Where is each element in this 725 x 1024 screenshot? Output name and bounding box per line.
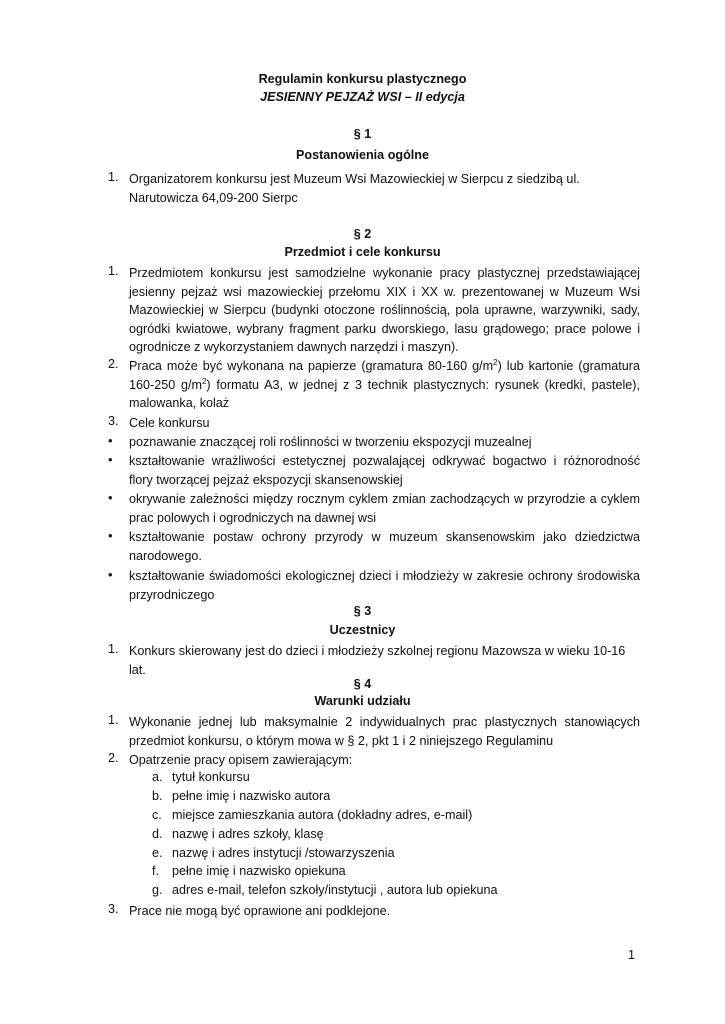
item-number: 2. — [108, 357, 119, 371]
bullet-icon: • — [108, 452, 113, 467]
item-text: Prace nie mogą być oprawione ani podklejone. — [129, 904, 391, 918]
subitem-letter: g. — [152, 883, 163, 897]
section-2-mark: § 2 — [353, 227, 372, 241]
item-text: Cele konkursu — [129, 416, 210, 430]
section-3-mark: § 3 — [353, 604, 372, 618]
goal-text: poznawanie znaczącej roli roślinności w tworzeniu ekspozycji muzealnej — [129, 435, 532, 449]
subitem-letter: a. — [152, 770, 163, 784]
section-3-heading: Uczestnicy — [329, 623, 396, 637]
item-number: 1. — [108, 170, 119, 184]
goal-text: kształtowanie wrażliwości estetycznej pozwalającej odkrywać bogactwo i różnorodność flory tworzącej pejzaż ekspozycji skansenowskiej — [129, 454, 640, 487]
item-text: Praca może być wykonana na papierze (gramatura 80-160 $g/m^2$) lub kartonie (gramatura 160-250 $g/m^2$) formatu A3, w jednej z 3 technik plastycznych: rysunek (kredki, pastele), malowanka, kolaż — [129, 358, 640, 411]
subitem-letter: c. — [152, 808, 162, 822]
subitem-text: adres e-mail, telefon szkoły/instytucji , autora lub opiekuna — [172, 883, 498, 897]
document-title: Regulamin konkursu plastycznego — [258, 72, 467, 86]
bullet-icon: • — [108, 528, 113, 543]
item-text: Organizatorem konkursu jest Muzeum Wsi Mazowieckiej w Sierpcu z siedzibą ul. Narutowicza 64,09-200 Sierpc — [129, 172, 580, 205]
goal-text: kształtowanie postaw ochrony przyrody w muzeum skansenowskim jako dziedzictwa narodowego. — [129, 530, 640, 563]
section-1-heading: Postanowienia ogólne — [296, 148, 429, 162]
subitem-text: nazwę i adres instytucji /stowarzyszenia — [172, 846, 395, 860]
item-number: 1. — [108, 713, 119, 727]
item-number: 1. — [108, 264, 119, 278]
item-number: 3. — [108, 414, 119, 428]
section-2-heading: Przedmiot i cele konkursu — [284, 245, 441, 259]
item-number: 2. — [108, 751, 119, 765]
bullet-icon: • — [108, 567, 113, 582]
goal-text: kształtowanie świadomości ekologicznej dzieci i młodzieży w zakresie ochrony środowiska przyrodniczego — [129, 569, 640, 602]
item-number: 1. — [108, 642, 119, 656]
item-text: Konkurs skierowany jest do dzieci i młodzieży szkolnej regionu Mazowsza w wieku 10-16 lat. — [129, 644, 626, 677]
subitem-letter: b. — [152, 789, 163, 803]
document-subtitle: JESIENNY PEJZAŻ WSI – II edycja — [260, 90, 465, 104]
page-number: 1 — [628, 948, 636, 962]
subitem-letter: f. — [152, 864, 159, 878]
bullet-icon: • — [108, 433, 113, 448]
subitem-text: pełne imię i nazwisko autora — [172, 789, 331, 803]
subitem-text: miejsce zamieszkania autora (dokładny adres, e-mail) — [172, 808, 473, 822]
bullet-icon: • — [108, 490, 113, 505]
item-text: Opatrzenie pracy opisem zawierającym: — [129, 753, 353, 767]
subitem-text: tytuł konkursu — [172, 770, 250, 784]
item-number: 3. — [108, 902, 119, 916]
section-1-mark: § 1 — [353, 127, 372, 141]
subitem-text: nazwę i adres szkoły, klasę — [172, 827, 324, 841]
section-4-mark: § 4 — [353, 677, 372, 691]
goal-text: okrywanie zależności między rocznym cyklem zmian zachodzących w przyrodzie a cyklem prac polowych i ogrodniczych na dawnej wsi — [129, 492, 640, 525]
subitem-letter: d. — [152, 827, 163, 841]
item-text: Wykonanie jednej lub maksymalnie 2 indywidualnych prac plastycznych stanowiących przedmiot konkursu, o którym mowa w § 2, pkt 1 i 2 niniejszego Regulaminu — [129, 715, 640, 748]
subitem-letter: e. — [152, 846, 163, 860]
section-4-heading: Warunki udziału — [314, 694, 411, 708]
subitem-text: pełne imię i nazwisko opiekuna — [172, 864, 346, 878]
item-text: Przedmiotem konkursu jest samodzielne wykonanie pracy plastycznej przedstawiającej jesienny pejzaż wsi mazowieckiej przełomu XIX i XX w. prezentowanej w Muzeum Wsi Mazowieckiej w Sierpcu (budynki otoczone roślinnością, pola uprawne, warzywniki, sady, ogródki kwiatowe, wybrany fragment parku dworskiego, lasu grądowego; prace polowe i ogrodnicze z wykorzystaniem dawnych narzędzi i maszyn). — [129, 266, 640, 355]
